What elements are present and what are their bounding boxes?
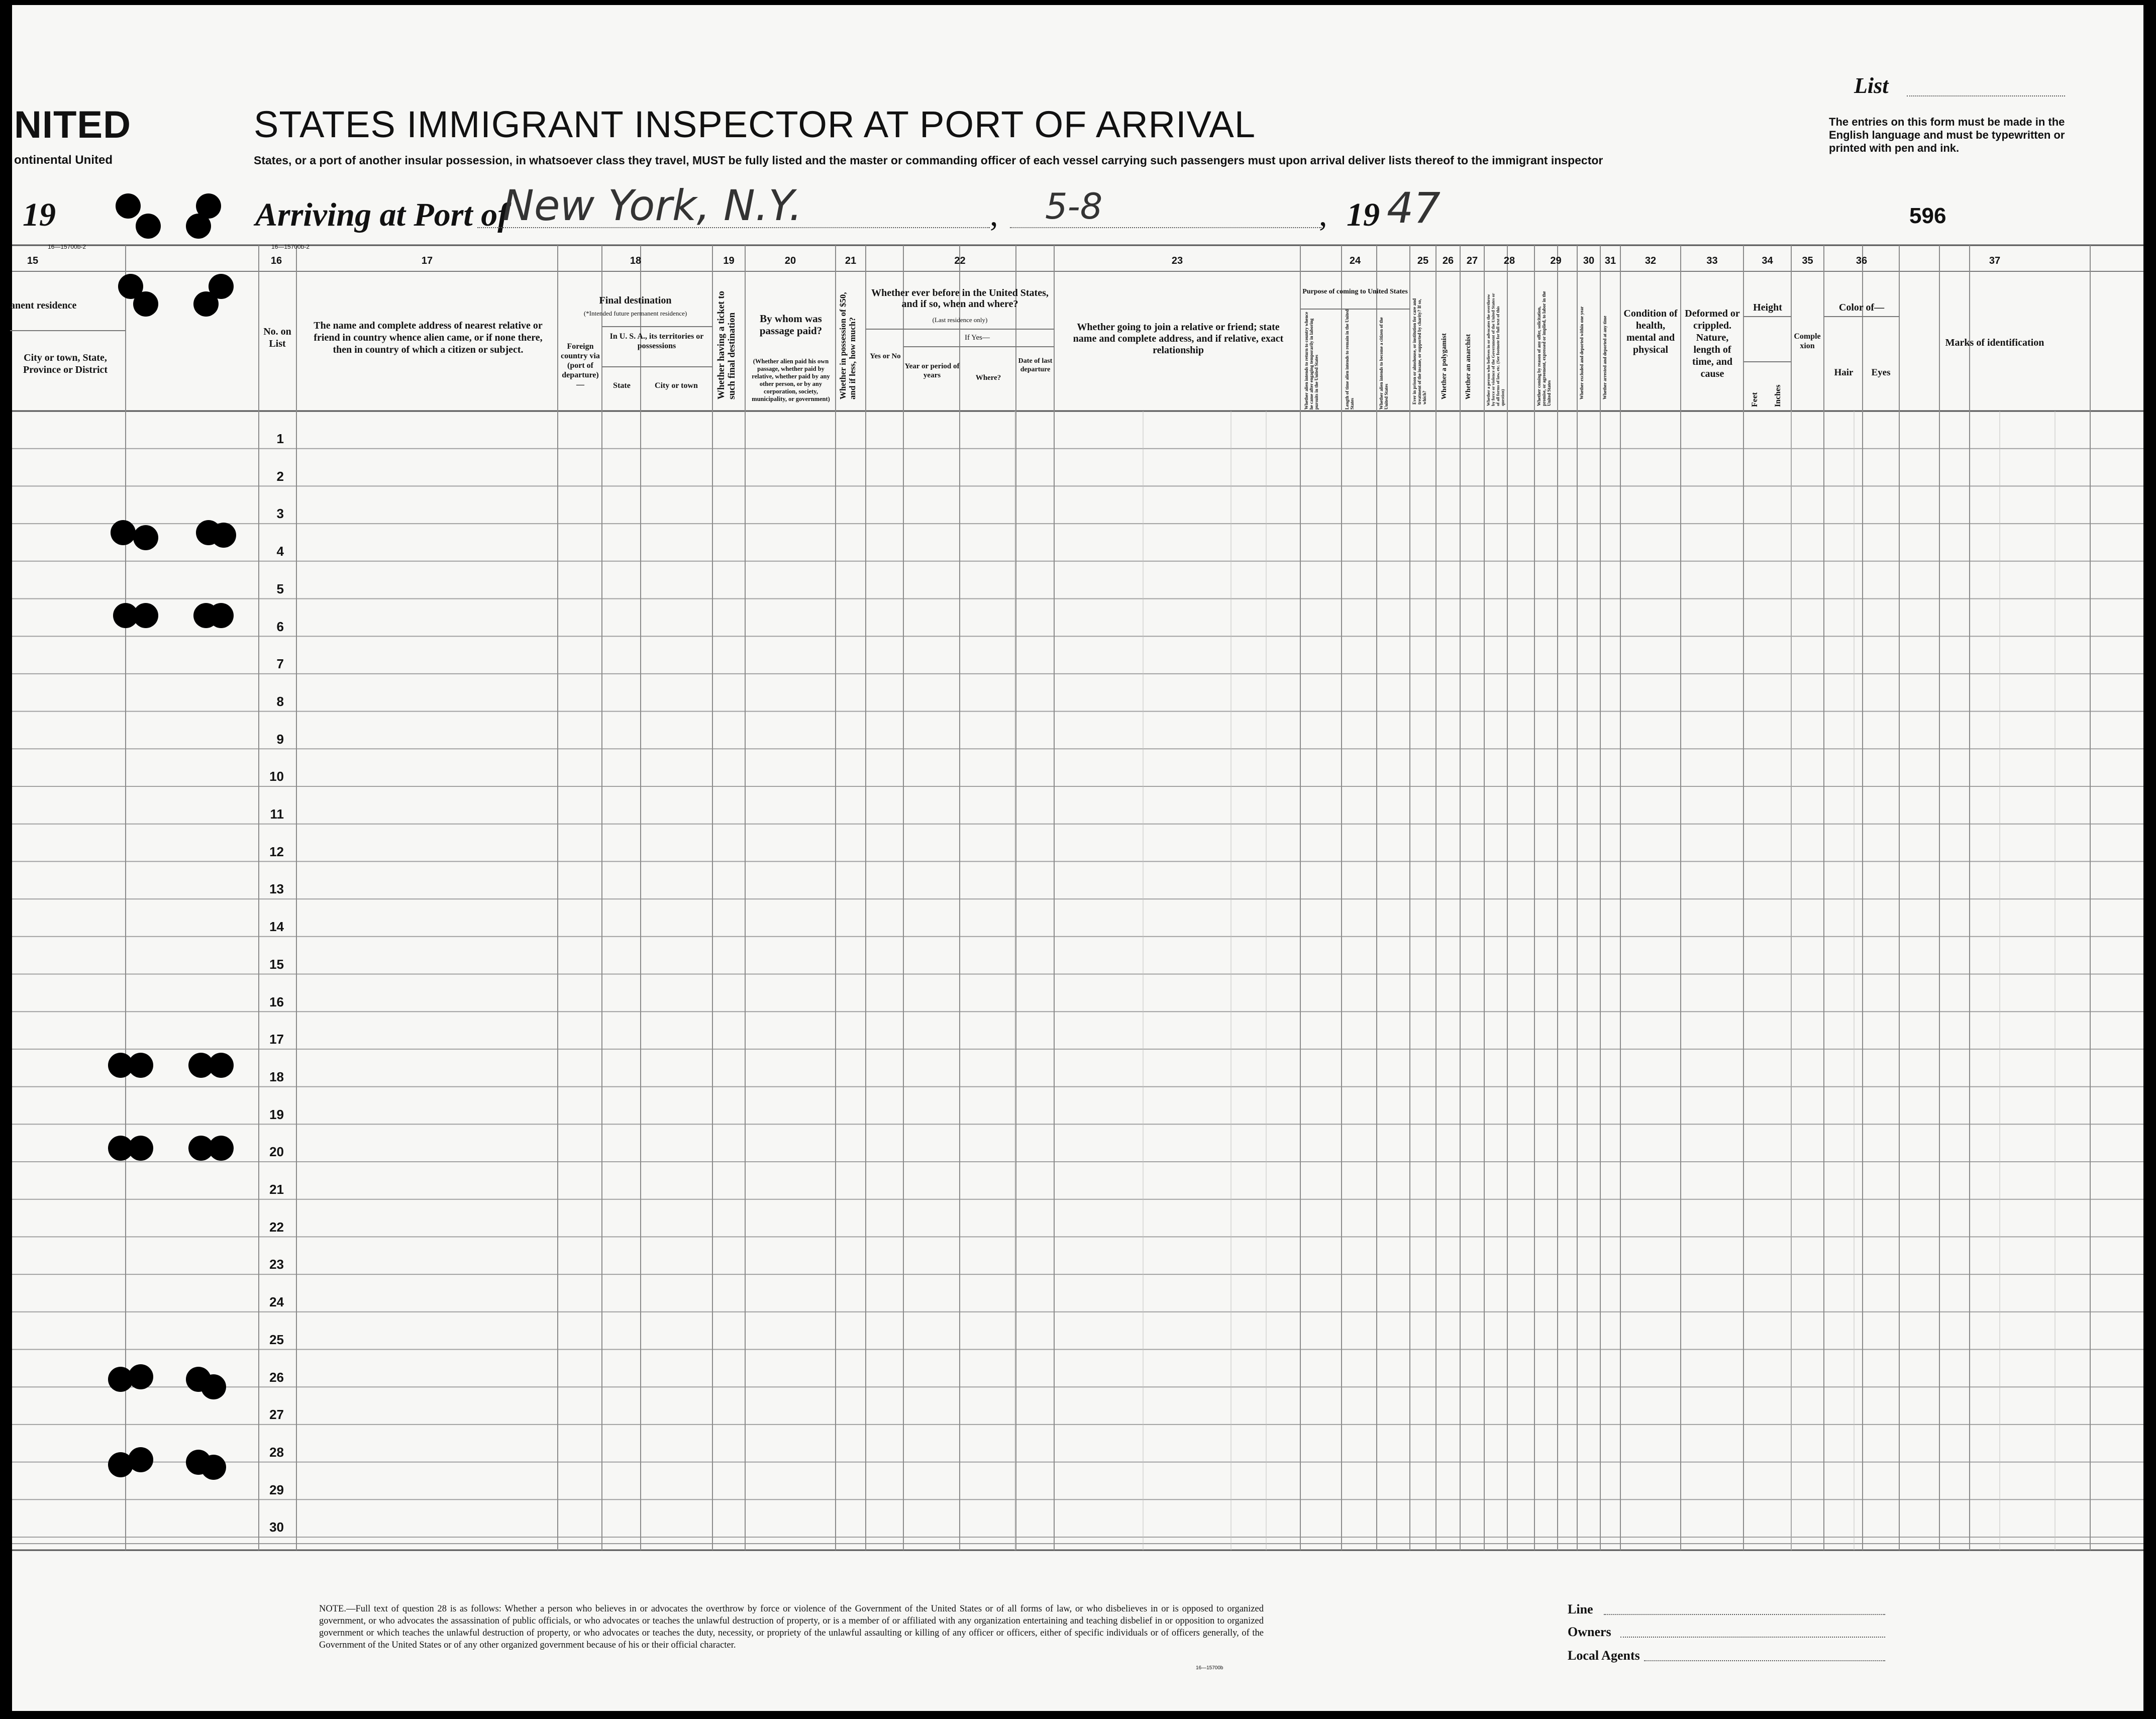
col-27-title: Whether an anarchist (1465, 334, 1472, 399)
col-34-title: Height (1753, 302, 1782, 313)
comma-1: , (990, 196, 998, 233)
col-18-city: City or town (655, 381, 698, 390)
col-22-years: Year or period of years (904, 362, 960, 379)
col-28-title: Whether a person who believes in or advocates the overthrow by force or violence of the Government of the United States or of all forms of law, etc. (See footnote for full text of this question) (1486, 293, 1505, 406)
row-number: 1 (276, 431, 284, 446)
row-number: 9 (276, 731, 284, 747)
list-label: List (1854, 73, 1889, 98)
row-number: 22 (269, 1219, 284, 1235)
col-33-title: Deformed or crippled. Nature, length of time, and cause (1685, 308, 1740, 379)
col-22-date: Date of last departure (1018, 357, 1053, 373)
col-37-num: 37 (1989, 255, 2001, 266)
punch-hole (116, 193, 141, 219)
col-30-num: 30 (1583, 255, 1595, 266)
col-29-title: Whether coming by reason of any offer, solicitation, promise, or agreement, expressed or implied, to labor in the United States (1536, 291, 1552, 406)
title-fragment: NITED (14, 104, 131, 146)
owners-label: Owners (1568, 1625, 1611, 1639)
col-15-title: anent residence (10, 300, 77, 311)
punch-hole (111, 520, 136, 545)
year-label: 19 (1347, 196, 1380, 233)
row-number: 14 (269, 919, 284, 935)
col-35-title: Complexion (1794, 332, 1821, 350)
col-24-a: Whether alien intends to return to country whence he came after engaging temporarily in laboring pursuits in the United States (1304, 312, 1319, 410)
punch-hole (201, 1455, 226, 1480)
col-18-note: (*Intended future permanent residence) (583, 310, 687, 317)
punch-hole (128, 1136, 153, 1161)
col-33-num: 33 (1706, 255, 1718, 266)
col-18-title: Final destination (599, 295, 672, 306)
row-number: 25 (269, 1332, 284, 1347)
punch-hole (211, 523, 236, 548)
col-18-foreign: Foreign country via (port of departure)— (561, 342, 600, 389)
instructions: The entries on this form must be made in the English language and must be typewritten or printed with pen and ink. (1829, 116, 2065, 154)
row-number: 4 (276, 544, 284, 559)
row-number: 5 (276, 581, 284, 596)
punch-hole (186, 214, 211, 239)
punch-hole (209, 1053, 234, 1078)
col-24-b: Length of time alien intends to remain in the United States (1345, 309, 1355, 410)
year-handwritten: 47 (1387, 183, 1441, 233)
col-15-sub: City or town, State, Province or District (23, 352, 108, 375)
col-25-title: Ever in prison or almshouse, or institution for care and treatment of the insane, or supported by charity? If so, which? (1412, 298, 1427, 405)
col-24-c: Whether alien intends to become a citizen of the United States (1379, 317, 1389, 410)
main-title: STATES IMMIGRANT INSPECTOR AT PORT OF ARRIVAL (254, 104, 1256, 145)
col-16-num: 16 (270, 255, 282, 266)
row-number: 2 (276, 468, 284, 484)
comma-2: , (1319, 196, 1327, 233)
punch-hole (133, 291, 158, 317)
col-32-title: Condition of health, mental and physical (1623, 308, 1678, 355)
col-26-num: 26 (1442, 255, 1454, 266)
punch-hole (136, 214, 161, 239)
row-number: 16 (269, 994, 284, 1009)
col-18-state: State (613, 381, 631, 390)
col-29-num: 29 (1550, 255, 1562, 266)
col-31-num: 31 (1604, 255, 1616, 266)
col-19-num: 19 (723, 255, 735, 266)
col-16-title: No. on List (263, 326, 291, 349)
row-number: 11 (270, 806, 284, 822)
row-number: 20 (269, 1144, 284, 1160)
col-34-inches: Inches (1774, 384, 1782, 407)
punch-hole (128, 1364, 153, 1389)
col-22-title: Whether ever before in the United States, and if so, when and where? (871, 287, 1049, 310)
col-24-title: Purpose of coming to United States (1302, 288, 1408, 295)
date-handwritten: 5-8 (1045, 186, 1103, 227)
punch-hole (193, 291, 219, 317)
row-number: 21 (269, 1182, 284, 1197)
port-handwritten: New York, N.Y. (502, 181, 802, 230)
row-number: 18 (269, 1069, 284, 1084)
col-36-num: 36 (1856, 255, 1868, 266)
footnote-q28: NOTE.—Full text of question 28 is as follows: Whether a person who believes in or advocates the overthrow by force or violence of the Government of the United States or of all forms of law, or who disbelieves in or is opposed to organized government, or who advocates the assassination of public officials, or who advocates or teaches the unlawful destruction of property, or is a member of or affiliated with any organization entertaining and teaching disbelief in or opposition to organized government or which teaches the unlawful destruction of property, or who advocates or teaches the duty, necessity, or propriety of the unlawful assaulting or killing of any officer or officers, either of specific individuals or of officers generally, of the Government of the United States or of any other organized government because of his or their official character. (319, 1604, 1264, 1650)
col-22-num: 22 (954, 255, 966, 266)
list-blank (1907, 95, 2065, 96)
col-27-num: 27 (1466, 255, 1478, 266)
col-36-eyes: Eyes (1871, 367, 1891, 378)
col-18-num: 18 (630, 255, 642, 266)
punch-hole (128, 1447, 153, 1472)
col-15-num: 15 (27, 255, 39, 266)
col-24-num: 24 (1349, 255, 1361, 266)
col-23-num: 23 (1171, 255, 1183, 266)
agents-blank (1644, 1660, 1885, 1661)
form-code-left: 16—15700b-2 (48, 243, 86, 250)
row-number: 24 (269, 1294, 284, 1310)
punch-hole (209, 603, 234, 628)
arriving-label: Arriving at Port of (255, 196, 509, 233)
punch-hole (201, 1374, 226, 1399)
form-code-mid: 16—15700b-2 (271, 243, 310, 250)
subtitle: States, or a port of another insular possession, in whatsoever class they travel, MUST be fully listed and the master or commanding officer of each vessel carrying such passengers must upon arrival deliver lists thereof to the immigrant inspector (254, 154, 1603, 167)
punch-hole (209, 1136, 234, 1161)
col-17-num: 17 (421, 255, 433, 266)
row-number: 13 (269, 881, 284, 897)
row-number: 6 (276, 619, 284, 634)
row-number: 12 (269, 844, 284, 859)
col-17-title: The name and complete address of nearest relative or friend in country whence alien came, or if none there, then in country of which a citizen or subject. (314, 320, 543, 355)
col-20-num: 20 (784, 255, 796, 266)
row-number: 23 (269, 1257, 284, 1272)
row-number: 27 (269, 1407, 284, 1423)
row-number: 19 (269, 1106, 284, 1122)
col-19-title: Whether having a ticket to such final destination (716, 290, 737, 399)
agents-label: Local Agents (1568, 1648, 1640, 1663)
col-21-num: 21 (845, 255, 857, 266)
row-number: 7 (276, 656, 284, 672)
col-21-title: Whether in possession of $50, and if less, how much? (838, 292, 857, 399)
col-22-note: (Last residence only) (932, 316, 988, 324)
col-32-num: 32 (1645, 255, 1657, 266)
year-prefix: 19 (23, 196, 56, 233)
col-22-yesno: Yes or No (870, 352, 901, 360)
row-number: 26 (269, 1369, 284, 1385)
subtitle-fragment: ontinental United (14, 153, 113, 167)
date-blank (1010, 227, 1321, 228)
row-number: 28 (269, 1444, 284, 1460)
col-28-num: 28 (1503, 255, 1515, 266)
line-label: Line (1568, 1602, 1593, 1616)
col-34-num: 34 (1762, 255, 1773, 266)
line-blank (1604, 1614, 1885, 1615)
col-25-num: 25 (1417, 255, 1429, 266)
col-18-usa: In U. S. A., its territories or possessions (609, 332, 704, 350)
punch-hole (133, 525, 158, 550)
col-23-title: Whether going to join a relative or friend; state name and complete address, and if relative, exact relationship (1073, 322, 1284, 356)
col-34-feet: Feet (1751, 392, 1759, 407)
col-22-ifyes: If Yes— (964, 334, 990, 342)
page-number: 596 (1909, 204, 1946, 228)
row-number: 17 (269, 1032, 284, 1047)
row-number: 10 (269, 769, 284, 784)
row-number: 29 (269, 1482, 284, 1497)
row-number: 8 (276, 693, 284, 709)
col-37-title: Marks of identification (1945, 337, 2044, 348)
col-36-title: Color of— (1838, 302, 1885, 313)
footer-form-code: 16—15700b (1196, 1665, 1223, 1671)
col-31-title: Whether arrested and deported at any time (1602, 316, 1607, 399)
punch-hole (128, 1053, 153, 1078)
col-20-note: (Whether alien paid his own passage, whether paid by relative, whether paid by any other person, or by any corporation, society, municipality, or government) (752, 358, 830, 402)
col-35-num: 35 (1802, 255, 1813, 266)
punch-hole (133, 603, 158, 628)
row-number: 15 (269, 956, 284, 972)
row-number: 3 (276, 506, 284, 522)
col-30-title: Whether excluded and deported within one year (1579, 306, 1584, 399)
col-26-title: Whether a polygamist (1441, 333, 1448, 399)
col-22-where: Where? (975, 374, 1001, 382)
row-number: 30 (269, 1520, 284, 1535)
col-20-title: By whom was passage paid? (759, 313, 823, 337)
owners-blank (1620, 1637, 1885, 1638)
col-36-hair: Hair (1834, 367, 1854, 378)
